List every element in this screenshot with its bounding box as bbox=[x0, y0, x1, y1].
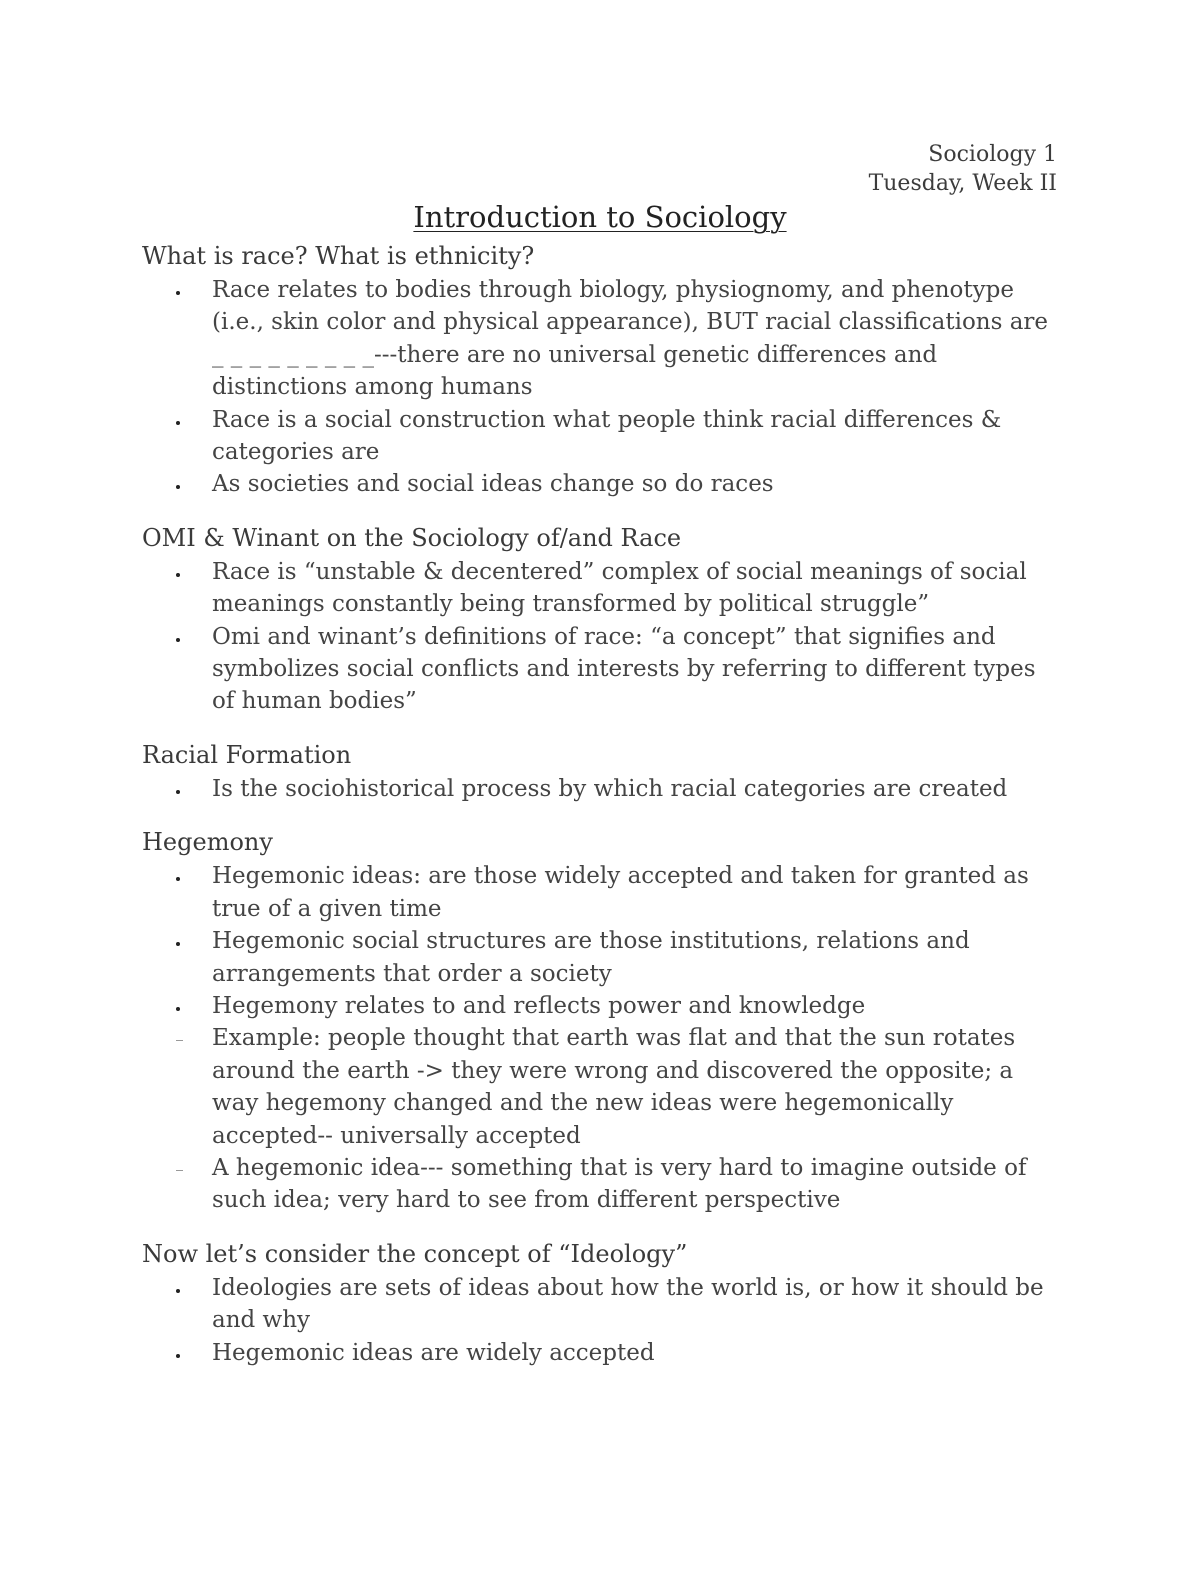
section-race-ethnicity bbox=[142, 240, 1062, 501]
bullet-list bbox=[142, 274, 1062, 501]
notes-body bbox=[142, 240, 1062, 1390]
section-hegemony bbox=[142, 826, 1062, 1216]
list-item-text: Example: people thought that earth was flat and that the sun rotates around the earth -> they were wrong and discovered the opposite; a way hegemony changed and the new ideas were hegemonically accepted-- universally accepted bbox=[212, 1025, 1016, 1149]
list-item-text: Race is “unstable & decentered” complex of social meanings of social meanings constantly being transformed by political struggle” bbox=[212, 558, 1027, 618]
page-title: Introduction to Sociology bbox=[413, 200, 787, 234]
section-heading: What is race? What is ethnicity? bbox=[142, 242, 535, 270]
list-item bbox=[142, 1152, 1062, 1217]
list-item bbox=[142, 274, 1062, 404]
bullet-list bbox=[142, 1272, 1062, 1369]
list-item bbox=[142, 1337, 1062, 1369]
list-item-text: Omi and winant’s definitions of race: “a concept” that signifies and symbolizes social conflicts and interests by referring to different types of human bodies” bbox=[212, 623, 1036, 715]
list-item-text: Race is a social construction what people think racial differences & categories are bbox=[212, 406, 1002, 466]
section-heading: Racial Formation bbox=[142, 740, 352, 769]
list-item-text: Hegemonic ideas: are those widely accepted and taken for granted as true of a given time bbox=[212, 863, 1029, 922]
section-heading: Now let’s consider the concept of “Ideology” bbox=[142, 1239, 688, 1268]
section-ideology bbox=[142, 1238, 1062, 1369]
list-item-text: As societies and social ideas change so do races bbox=[212, 471, 774, 498]
list-item-text: Hegemonic social structures are those institutions, relations and arrangements that order a society bbox=[212, 928, 970, 987]
list-item bbox=[142, 990, 1062, 1022]
section-heading: Hegemony bbox=[142, 828, 273, 857]
list-item-text: Ideologies are sets of ideas about how the world is, or how it should be and why bbox=[212, 1274, 1044, 1334]
bullet-list bbox=[142, 860, 1062, 1216]
list-item-text: Hegemony relates to and reflects power and knowledge bbox=[212, 992, 866, 1019]
section-racial-formation bbox=[142, 739, 1062, 805]
lecture-date: Tuesday, Week II bbox=[868, 171, 1057, 196]
course-name: Sociology 1 bbox=[928, 142, 1057, 167]
list-item-text: Hegemonic ideas are widely accepted bbox=[212, 1339, 655, 1366]
list-item-text: A hegemonic idea--- something that is very hard to imagine outside of such idea; very hard to see from different perspective bbox=[212, 1154, 1027, 1214]
list-item bbox=[142, 621, 1062, 718]
list-item bbox=[142, 773, 1062, 805]
list-item-text: Race relates to bodies through biology, physiognomy, and phenotype (i.e., skin color and physical appearance), BUT racial classifications are _ _ _ _ _ _ _ _ _---there are no universal genetic differences and distinctions among humans bbox=[212, 277, 1049, 401]
bullet-list bbox=[142, 773, 1062, 805]
list-item bbox=[142, 860, 1062, 925]
bullet-list bbox=[142, 556, 1062, 718]
list-item bbox=[142, 1022, 1062, 1152]
list-item bbox=[142, 404, 1062, 469]
section-heading: OMI & Winant on the Sociology of/and Race bbox=[142, 523, 682, 552]
list-item bbox=[142, 925, 1062, 990]
list-item bbox=[142, 1272, 1062, 1337]
list-item bbox=[142, 468, 1062, 500]
section-omi-winant bbox=[142, 522, 1062, 718]
list-item bbox=[142, 556, 1062, 621]
list-item-text: Is the sociohistorical process by which racial categories are created bbox=[212, 775, 1008, 802]
